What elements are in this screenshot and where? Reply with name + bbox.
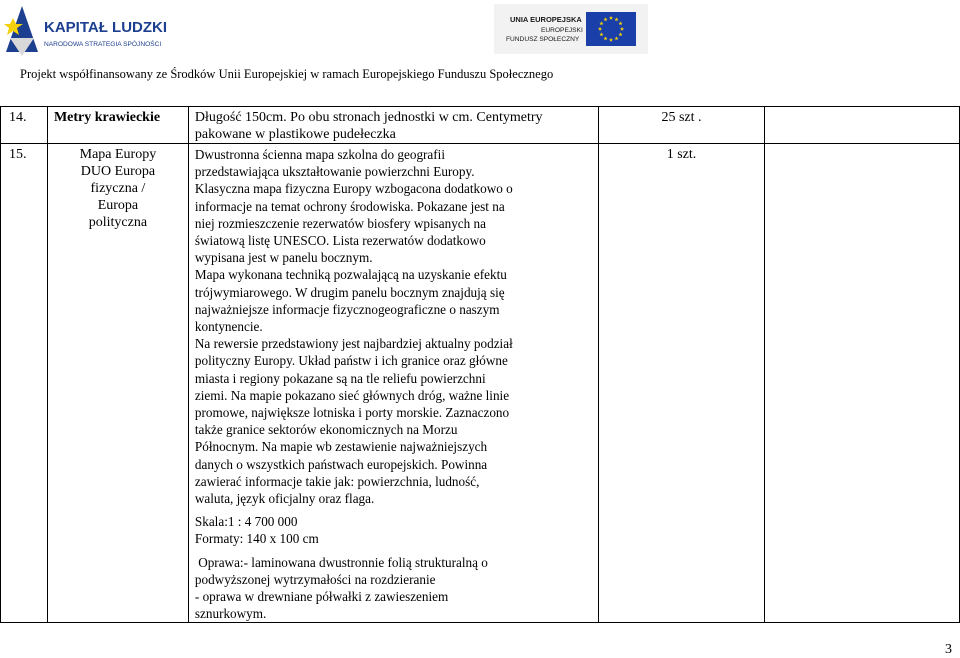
description-line: Na rewersie przedstawiony jest najbardziej aktualny podział [194,336,513,352]
item-name: Metry krawieckie [53,110,161,125]
item-name-line: DUO Europa [80,164,156,179]
description-line: Północnym. Na mapie wb zestawienie najważniejszych [194,439,488,455]
binding-line: sznurkowym. [194,606,267,622]
description-line: polityczny Europy. Układ państw i ich granice oraz główne [194,353,508,369]
description-line: trójwymiarowego. W drugim panelu bocznym znajdują się [194,284,505,300]
description-line: ziemi. Na mapie pokazano sieć głównych dróg, ważne linie [194,387,510,403]
description-line: najważniejsze informacje fizycznogeograficzne o naszym [194,301,500,317]
table-row [1,107,960,144]
specification-table [0,106,960,623]
description-line: Mapa wykonana techniką pozwalającą na uzyskanie efektu [194,267,507,283]
kapital-ludzki-emblem-icon [4,4,170,58]
row-number: 15. [9,147,27,162]
description-line: światową listę UNESCO. Lista rezerwatów dodatkowo [194,233,486,249]
description-line: także granice sektorów ekonomicznych na Morzu [194,422,458,438]
description-line: wypisana jest w panelu bocznym. [194,250,373,266]
item-description [189,107,598,143]
binding-line: podwyższonej wytrzymałości na rozdzieranie [194,571,436,587]
eu-logo-line3: FUNDUSZ SPOŁECZNY [506,36,580,43]
eu-logo [494,4,648,54]
description-line: kontynencie. [194,319,263,335]
item-quantity: 1 szt. [666,147,697,162]
description-line: Długość 150cm. Po obu stronach jednostki w cm. Centymetry [194,110,543,125]
description-line: przedstawiająca ukształtowanie powierzchni Europy. [194,164,475,180]
item-quantity: 25 szt . [661,110,702,125]
item-description [189,144,598,622]
description-line: Klasyczna mapa fizyczna Europy wzbogacona dodatkowo o [194,181,513,197]
item-name-line: fizyczna / [90,181,146,196]
spec-line: Skala:1 : 4 700 000 [194,514,298,530]
row-number: 14. [9,110,27,125]
project-funding-line: Projekt współfinansowany ze Środków Unii Europejskiej w ramach Europejskiego Funduszu Społecznego [20,67,554,81]
eu-logo-line2: EUROPEJSKI [541,27,583,34]
eu-flag-icon [494,4,648,54]
binding-line: Oprawa:- laminowana dwustronnie folią strukturalną o [194,554,488,570]
description-line: danych o wszystkich państwach europejskich. Powinna [194,456,488,472]
description-line: miasta i regiony pokazane są na tle reliefu powierzchni [194,370,486,386]
logo-left-title: KAPITAŁ LUDZKI [44,19,168,36]
description-line: niej rozmieszczenie rezerwatów biosfery wpisanych na [194,215,486,231]
item-name-line: polityczna [88,215,148,230]
description-line: promowe, największe lotniska i porty morskie. Zaznaczono [194,405,510,421]
page-number: 3 [945,642,952,657]
table-row [1,144,960,623]
item-name-line: Europa [97,198,139,213]
description-line: Dwustronna ścienna mapa szkolna do geografii [194,147,446,162]
eu-logo-line1: UNIA EUROPEJSKA [510,15,582,24]
description-line: pakowane w plastikowe pudełeczka [194,127,396,142]
description-line: waluta, język oficjalny oraz flaga. [194,491,375,507]
binding-line: - oprawa w drewniane półwałki z zawieszeniem [194,589,449,605]
description-line: informacje na temat ochrony środowiska. Pokazane jest na [194,198,505,214]
kapital-ludzki-logo [4,4,170,58]
item-name-line: Mapa Europy [79,147,157,162]
item-name [48,144,188,231]
description-line: zawierać informacje takie jak: powierzchnia, ludność, [194,473,480,489]
logo-left-subtitle: NARODOWA STRATEGIA SPÓJNOŚCI [44,41,162,48]
spec-line: Formaty: 140 x 100 cm [194,531,319,547]
